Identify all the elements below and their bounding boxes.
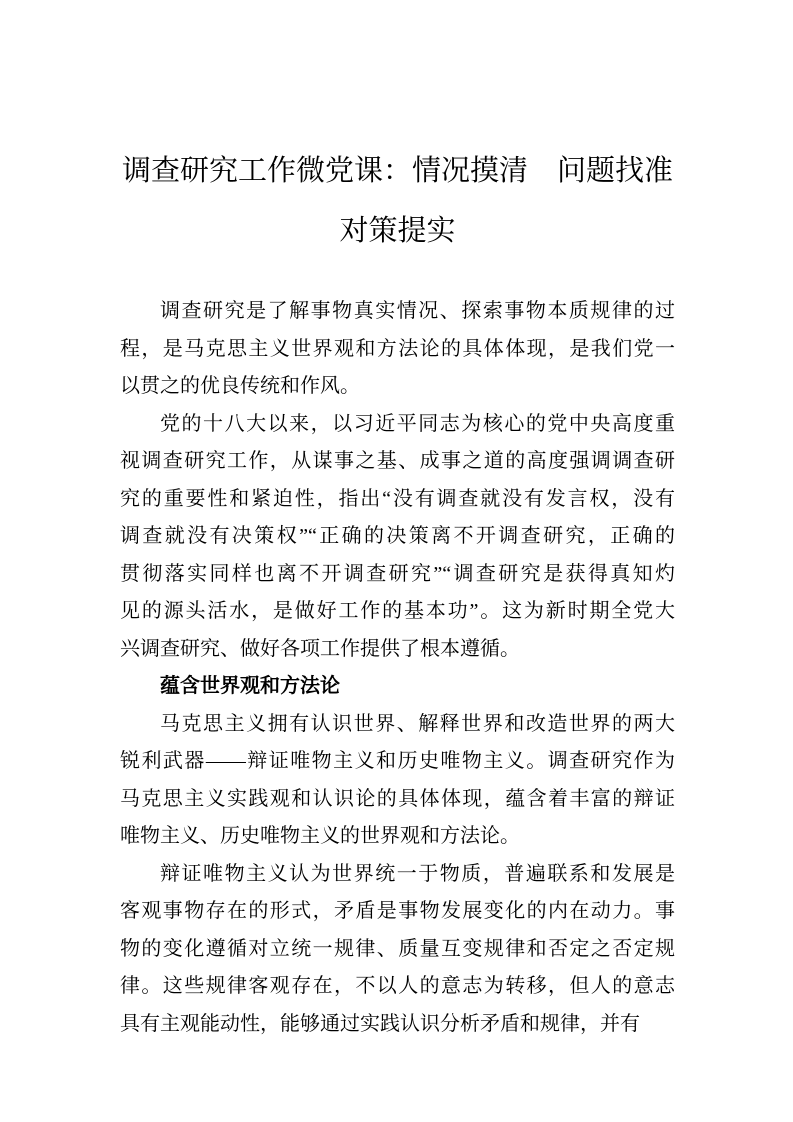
text-line: 唯物主义、历史唯物主义的世界观和方法论。 <box>120 825 520 848</box>
text-line: 调查就没有决策权”“正确的决策离不开调查研究，正确的 <box>120 525 675 548</box>
text-line: 调查研究是了解事物真实情况、探索事物本质规律的过 <box>160 300 675 323</box>
text-line: 以贯之的优良传统和作风。 <box>120 375 360 398</box>
text-line: 客观事物存在的形式，矛盾是事物发展变化的内在动力。事 <box>120 900 675 923</box>
text-line: 辩证唯物主义认为世界统一于物质，普遍联系和发展是 <box>160 862 675 885</box>
section-heading: 蕴含世界观和方法论 <box>160 675 340 698</box>
document-title-line-2: 对策提实 <box>339 215 456 248</box>
text-line: 马克思主义实践观和认识论的具体体现，蕴含着丰富的辩证 <box>120 787 675 810</box>
text-line: 贯彻落实同样也离不开调查研究”“调查研究是获得真知灼 <box>120 562 675 585</box>
body-paragraph <box>120 406 675 669</box>
document-title-line-1: 调查研究工作微党课：情况摸清 问题找准 <box>121 155 673 188</box>
text-line: 具有主观能动性，能够通过实践认识分析矛盾和规律，并有 <box>120 1012 640 1035</box>
text-line: 视调查研究工作，从谋事之基、成事之道的高度强调调查研 <box>120 450 675 473</box>
body-paragraph <box>120 856 675 1044</box>
text-line: 党的十八大以来，以习近平同志为核心的党中央高度重 <box>160 412 675 435</box>
document-body <box>120 293 675 1043</box>
body-paragraph <box>120 293 675 406</box>
text-line: 见的源头活水，是做好工作的基本功”。这为新时期全党大 <box>120 600 675 623</box>
text-line: 锐利武器——辩证唯物主义和历史唯物主义。调查研究作为 <box>120 750 675 773</box>
text-line: 马克思主义拥有认识世界、解释世界和改造世界的两大 <box>160 712 675 735</box>
body-paragraph <box>120 706 675 856</box>
text-line: 律。这些规律客观存在，不以人的意志为转移，但人的意志 <box>120 975 675 998</box>
text-line: 物的变化遵循对立统一规律、质量互变规律和否定之否定规 <box>120 937 675 960</box>
text-line: 兴调查研究、做好各项工作提供了根本遵循。 <box>120 637 520 660</box>
text-line: 究的重要性和紧迫性，指出“没有调查就没有发言权，没有 <box>120 487 675 510</box>
text-line: 程，是马克思主义世界观和方法论的具体体现，是我们党一 <box>120 337 675 360</box>
document-title <box>120 141 675 261</box>
